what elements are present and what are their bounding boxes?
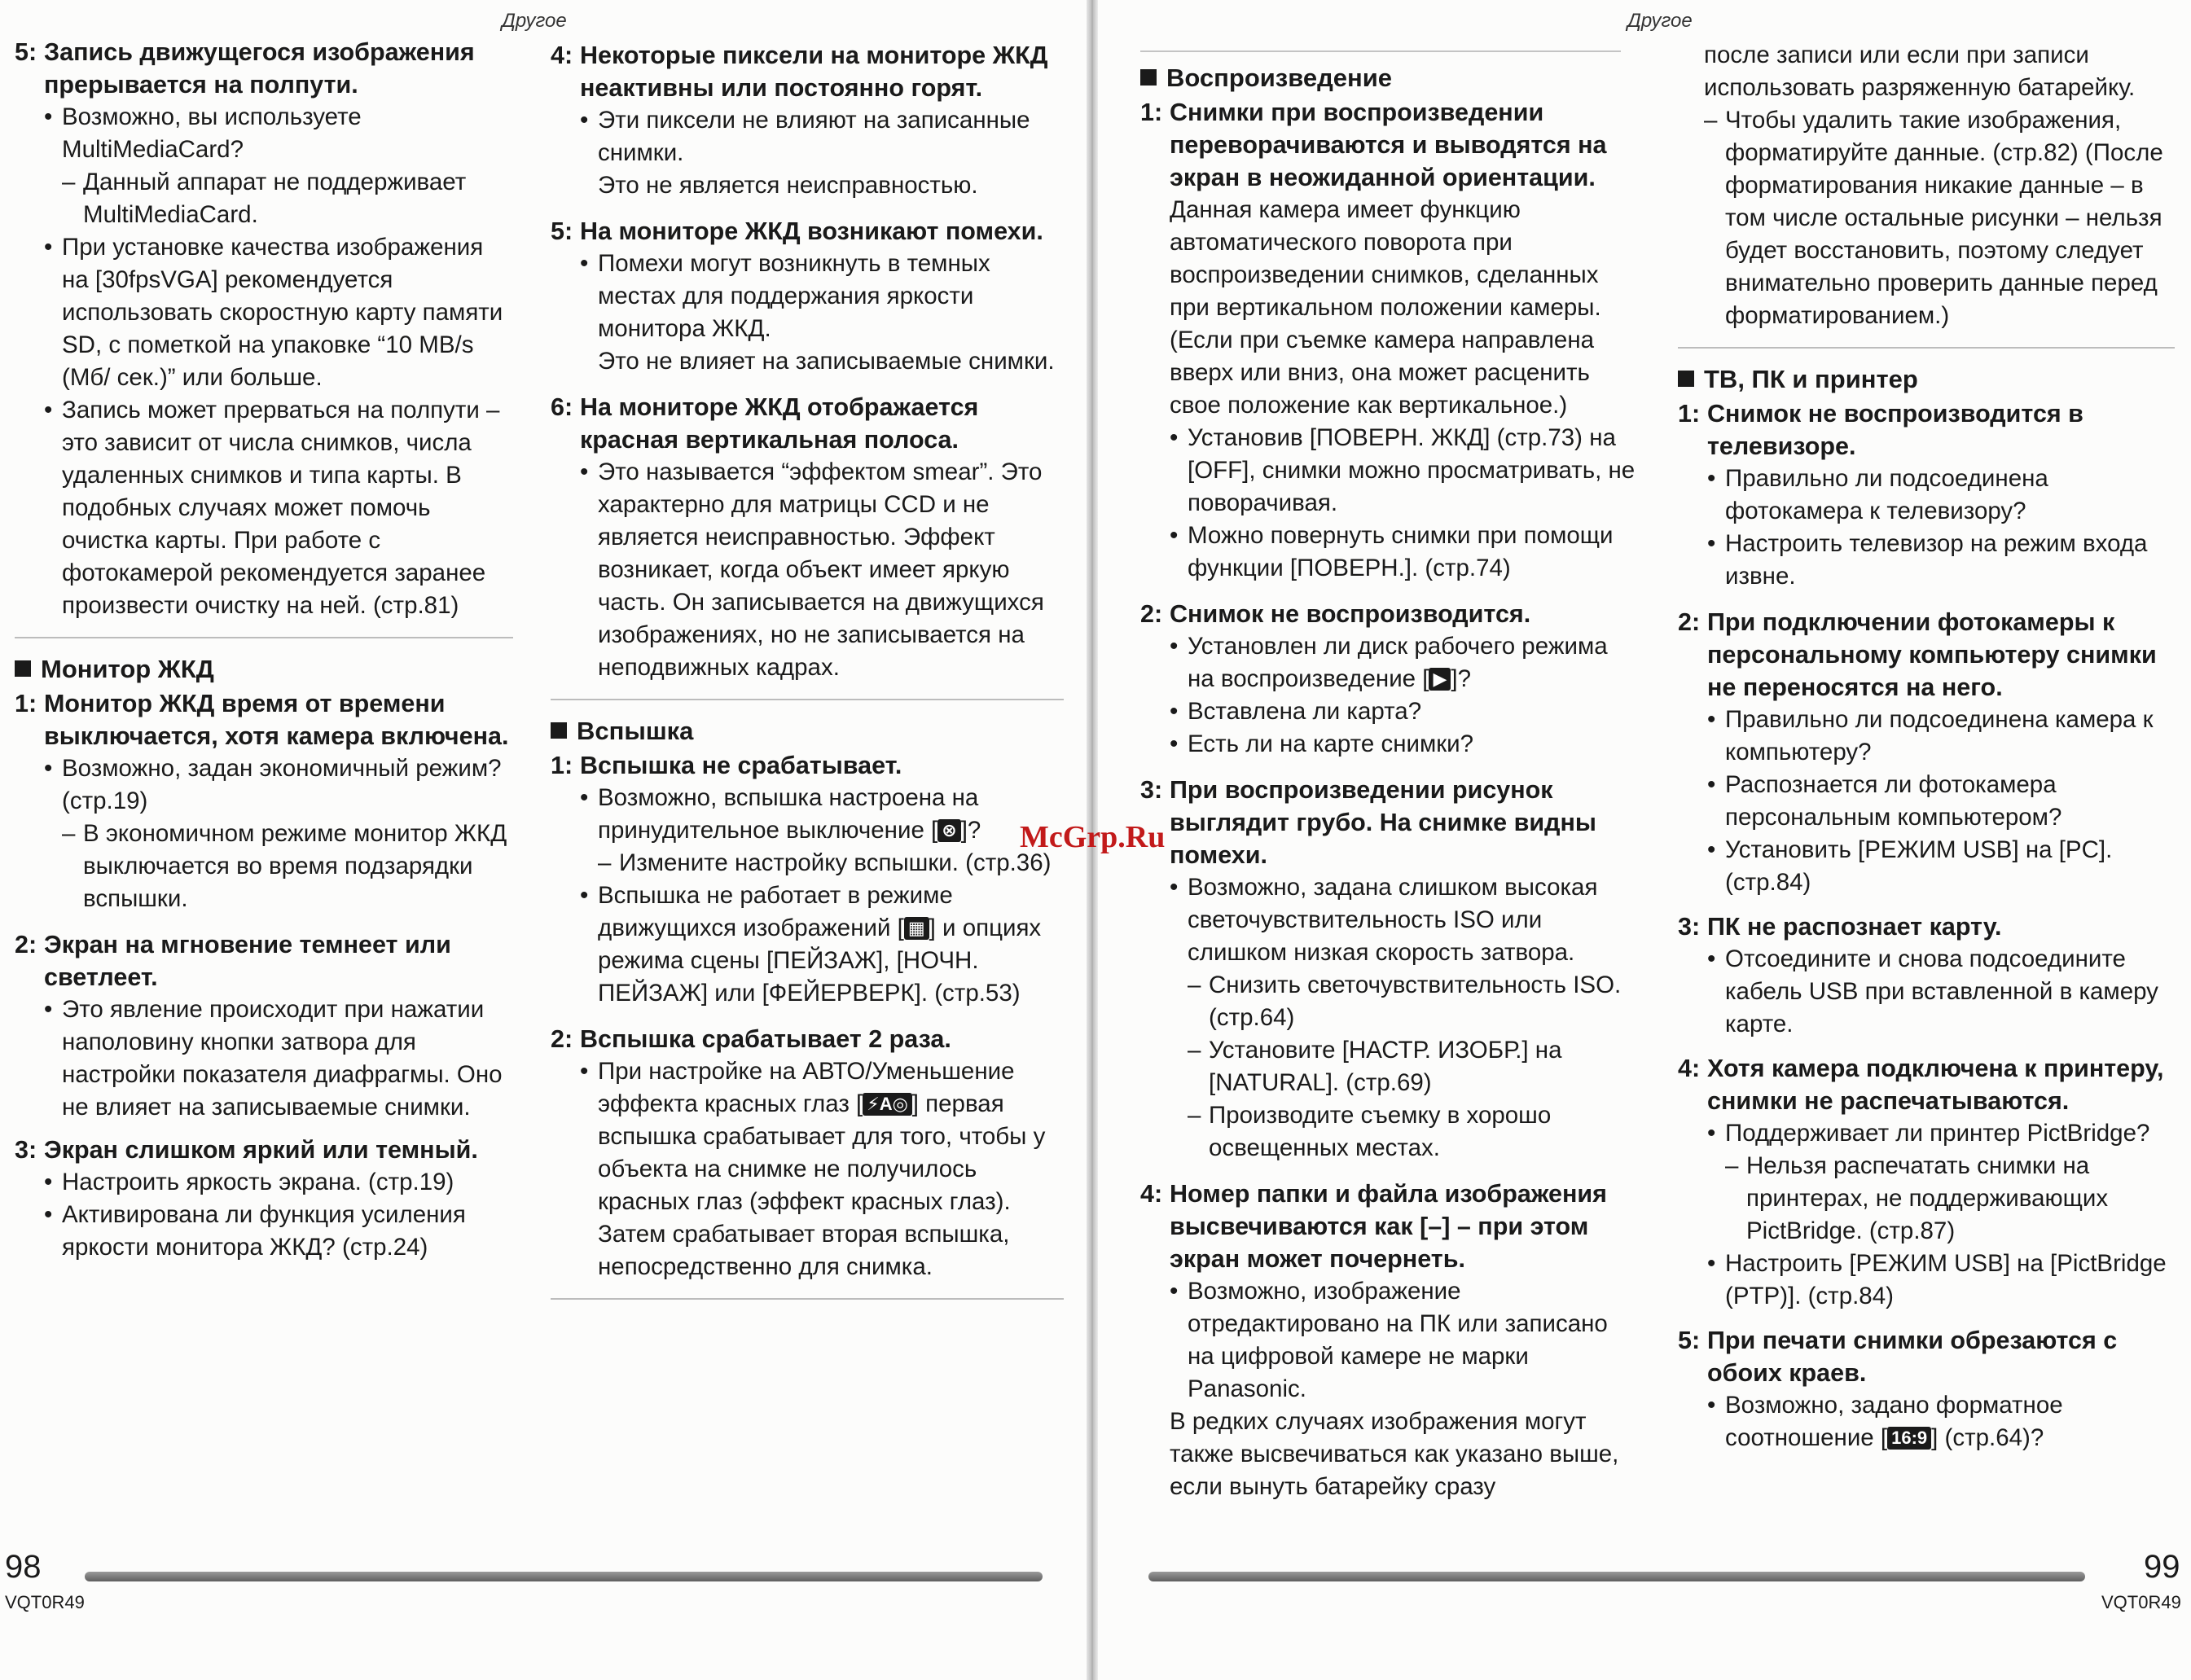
bullet-text: Установив [ПОВЕРН. ЖКД] (стр.73) на [OFF], снимки можно просматривать, не поворачивая. [1188, 424, 1636, 516]
bullet-text: Распознается ли фотокамера персональным компьютером? [1725, 771, 2062, 831]
flash-item-2: 2: Вспышка срабатывает 2 раза. • При настройке на АВТО/Уменьшение эффекта красных глаз [ ⚡A◎ ] первая вспышка срабатывает для того, чтобы у объекта на снимке не получилось красных глаз (эффект красных глаз). Затем срабатывает вторая вспышка, непосредственно для снимка. [551, 1023, 1064, 1283]
model-code: VQT0R49 [2101, 1592, 2181, 1612]
model-code: VQT0R49 [5, 1592, 85, 1612]
item-number: 2: [1678, 608, 1701, 636]
bullet-text: Можно повернуть снимки при помощи функции [ПОВЕРН.]. (стр.74) [1188, 522, 1614, 581]
play-icon: ▶ [1429, 668, 1451, 691]
bullet-text: Возможно, задана слишком высокая светочувствительность ISO или слишком низкая скорость затвора. [1188, 874, 1598, 966]
item-number: 1: [15, 690, 37, 717]
item-title: Снимок не воспроизводится в телевизоре. [1707, 400, 2083, 460]
left-column-2 [551, 39, 1064, 1303]
footer-bar [1148, 1572, 2085, 1581]
item-title: Снимки при воспроизведении переворачиваются и выводятся на экран в неожиданной ориентации. [1170, 99, 1607, 191]
dash-text: Снизить светочувствительность ISO. (стр.64) [1209, 972, 1622, 1031]
right-page [1098, 0, 2191, 1680]
bullet-text-end: ] (стр.64)? [1931, 1424, 2044, 1451]
bullet-text: Возможно, задан экономичный режим? (стр.19) [62, 755, 502, 814]
tv-item-1: 1: Снимок не воспроизводится в телевизоре. • Правильно ли подсоединена фотокамера к телевизору? • Настроить телевизор на режим входа извне. [1678, 397, 2175, 593]
section-heading-playback: Воспроизведение [1140, 62, 1637, 94]
item-number: 2: [1140, 600, 1163, 628]
lcd-item-5: 5: На мониторе ЖКД возникают помехи. • Помехи могут возникнуть в темных местах для поддержания яркости монитора ЖКД. Это не влияет на записываемые снимки. [551, 215, 1064, 378]
bullet-text: Вставлена ли карта? [1188, 698, 1422, 725]
item-number: 3: [15, 1136, 37, 1164]
bullet-text: Правильно ли подсоединена камера к компьютеру? [1725, 706, 2154, 765]
item-title: Монитор ЖКД время от времени выключается, хотя камера включена. [44, 690, 509, 750]
page-number: 99 [2144, 1549, 2180, 1585]
bullet-text-end: ]? [1451, 665, 1472, 692]
dash-text: Чтобы удалить такие изображения, форматируйте данные. (стр.82) (После форматирования никакие данные – в том числе остальные рисунки – нельзя будет восстановить, поэтому следует внимательно проверить данные перед форматированием.) [1725, 107, 2163, 329]
item-number: 5: [1678, 1327, 1701, 1354]
paragraph-text: (Если при съемке камера направлена вверх или вниз, она может расценить свое положение как вертикальное.) [1170, 327, 1595, 419]
item-title: Экран на мгновение темнеет или светлеет. [44, 931, 451, 991]
bullet-text: При установке качества изображения на [30fpsVGA] рекомендуется использовать скоростную карту памяти SD, с пометкой на упаковке “10 MB/s (Мб/ сек.)” или больше. [62, 234, 503, 391]
item-number: 4: [1678, 1055, 1701, 1082]
divider [551, 1298, 1064, 1300]
paragraph-text: Данная камера имеет функцию автоматического поворота при воспроизведении снимков, сделанных при вертикальном положении камеры. [1170, 196, 1601, 321]
bullet-text: Поддерживает ли принтер PictBridge? [1725, 1120, 2150, 1147]
item-title: Номер папки и файла изображения высвечиваются как [–] – при этом экран может почернеть. [1170, 1180, 1607, 1273]
playback-item-1: 1: Снимки при воспроизведении переворачиваются и выводятся на экран в неожиданной ориентации. Данная камера имеет функцию автоматического поворота при воспроизведении снимков, сделанных при вертикальном положении камеры. (Если при съемке камера направлена вверх или вниз, она может расценить свое положение как вертикальное.) • Установив [ПОВЕРН. ЖКД] (стр.73) на [OFF], снимки можно просматривать, не поворачивая. • Можно повернуть снимки при помощи функции [ПОВЕРН.]. (стр.74) [1140, 96, 1637, 585]
playback-item-3: 3: При воспроизведении рисунок выглядит грубо. На снимке видны помехи. • Возможно, задана слишком высокая светочувствительность ISO или слишком низкая скорость затвора. – Снизить светочувствительность ISO. (стр.64) – Установите [НАСТР. ИЗОБР.] на [NATURAL]. (стр.69) – Производите съемку в хорошо освещенных местах. [1140, 774, 1637, 1165]
divider [15, 637, 513, 638]
bullet-text: Возможно, задано форматное соотношение [ [1725, 1392, 2063, 1451]
bullet-text: Возможно, изображение отредактировано на ПК или записано на цифровой камере не марки Panasonic. [1188, 1278, 1608, 1402]
item-title: При воспроизведении рисунок выглядит грубо. На снимке видны помехи. [1170, 776, 1596, 869]
dash-text: Установите [НАСТР. ИЗОБР.] на [NATURAL]. (стр.69) [1209, 1037, 1562, 1096]
item-number: 2: [15, 931, 37, 958]
left-page-header: Другое [502, 10, 567, 32]
paragraph-text: Это не влияет на записываемые снимки. [598, 348, 1055, 375]
footer-bar [85, 1572, 1043, 1581]
flash-off-icon: ⊗ [937, 819, 960, 842]
item-number: 5: [551, 217, 573, 245]
left-page [0, 0, 1087, 1680]
bullet-text: Настроить яркость экрана. (стр.19) [62, 1169, 454, 1195]
bullet-text: Это явление происходит при нажатии наполовину кнопки затвора для настройки показателя диафрагмы. Оно не влияет на записываемые снимки. [62, 996, 503, 1121]
item-number: 4: [551, 42, 573, 69]
item-title: Вспышка срабатывает 2 раза. [580, 1025, 951, 1053]
paragraph-text: В редких случаях изображения могут также высвечиваться как указано выше, если вынуть батарейку сразу [1170, 1408, 1619, 1500]
lcd-item-3: 3: Экран слишком яркий или темный. • Настроить яркость экрана. (стр.19) • Активирована ли функция усиления яркости монитора ЖКД? (стр.24) [15, 1134, 513, 1264]
aspect-ratio-icon: 16:9 [1887, 1427, 1931, 1450]
dash-text: Нельзя распечатать снимки на принтерах, не поддерживающих PictBridge. (стр.87) [1746, 1152, 2109, 1244]
tv-item-5: 5: При печати снимки обрезаются с обоих краев. • Возможно, задано форматное соотношение [ 16:9 ] (стр.64)? [1678, 1324, 2175, 1454]
bullet-text: Настроить телевизор на режим входа извне. [1725, 530, 2148, 590]
item-number: 4: [1140, 1180, 1163, 1208]
section-heading-lcd: Монитор ЖКД [15, 653, 513, 686]
bullet-text: Настроить [РЕЖИМ USB] на [PictBridge (PTP)]. (стр.84) [1725, 1250, 2167, 1309]
playback-item-4: 4: Номер папки и файла изображения высвечиваются как [–] – при этом экран может почернеть. • Возможно, изображение отредактировано на ПК или записано на цифровой камере не марки Panasonic. В редких случаях изображения могут также высвечиваться как указано выше, если вынуть батарейку сразу [1140, 1178, 1637, 1503]
divider [551, 699, 1064, 700]
item-title: Экран слишком яркий или темный. [44, 1136, 478, 1164]
flash-item-1: 1: Вспышка не срабатывает. • Возможно, вспышка настроена на принудительное выключение [ ⊗ ]? – Измените настройку вспышки. (стр.36) • Вспышка не работает в режиме движущихся изображений [ ▦ ] и опциях режима сцены [ПЕЙЗАЖ], [НОЧН. ПЕЙЗАЖ] или [ФЕЙЕРВЕРК]. (стр.53) [551, 749, 1064, 1010]
item-title: При печати снимки обрезаются с обоих краев. [1707, 1327, 2118, 1387]
bullet-text: Отсоедините и снова подсоедините кабель USB при вставленной в камеру карте. [1725, 945, 2158, 1037]
right-column-2: после записи или если при записи использовать разряженную батарейку. – Чтобы удалить такие изображения, форматируйте данные. (стр.82) (После форматирования никакие данные – в том числе остальные рисунки – нельзя будет восстановить, поэтому следует внимательно проверить данные перед форматированием.) ТВ, ПК и принтер 1: Снимок не воспроизводится в телевизоре. • Правильно ли подсоединена фотокамера к телевизору? • Настроить телевизор на режим входа извне. 2: При подключении фотокамеры к персональному компьютеру снимки не переносятся на него. • Правильно ли подсоединена камера к компьютеру? • Распознается ли фотокамера персональным компьютером? • Установить [РЕЖИМ USB] на [PC]. (стр.84) 3: ПК не распознает карту. • Отсоедините и снова подсоедините кабель USB при вставленной в камеру карте. 4: Хотя камера подключена к принтеру, снимки не распечатываются. • Поддерживает ли принтер PictBridge? – Нельзя распечатать снимки на принтерах, не поддерживающих PictBridge. (стр.87) • Настроить [РЕЖИМ USB] на [PictBridge (PTP)]. (стр.84) 5: При печати снимки обрезаются с обоих краев. • Возможно, задано форматное соотношение [ 16:9 ] (стр.64)? [1678, 39, 2175, 1454]
item-title: Некоторые пиксели на мониторе ЖКД неактивны или постоянно горят. [580, 42, 1048, 102]
item-title: На мониторе ЖКД возникают помехи. [580, 217, 1043, 245]
lcd-item-1: 1: Монитор ЖКД время от времени выключается, хотя камера включена. • Возможно, задан экономичный режим? (стр.19) – В экономичном режиме монитор ЖКД выключается во время подзарядки вспышки. [15, 687, 513, 915]
bullet-text: Активирована ли функция усиления яркости монитора ЖКД? (стр.24) [62, 1201, 466, 1261]
bullet-text: Есть ли на карте снимки? [1188, 730, 1474, 757]
left-column-1 [15, 36, 513, 1264]
right-column-1 [1140, 62, 1637, 1503]
lcd-item-2: 2: Экран на мгновение темнеет или светлеет. • Это явление происходит при нажатии наполовину кнопки затвора для настройки показателя диафрагмы. Оно не влияет на записываемые снимки. [15, 928, 513, 1124]
item-title: На мониторе ЖКД отображается красная вертикальная полоса. [580, 393, 979, 454]
item-number: 3: [1678, 913, 1701, 941]
lcd-item-4: 4: Некоторые пиксели на мониторе ЖКД неактивны или постоянно горят. • Эти пиксели не влияют на записанные снимки. Это не является неисправностью. [551, 39, 1064, 202]
right-page-header: Другое [1627, 10, 1693, 32]
red-eye-reduction-icon: ⚡A◎ [863, 1093, 912, 1116]
bullet-text-end: ] и опциях режима сцены [ПЕЙЗАЖ], [НОЧН. ПЕЙЗАЖ] или [ФЕЙЕРВЕРК]. (стр.53) [598, 915, 1042, 1007]
item-number: 1: [1140, 99, 1163, 126]
playback-item-2: 2: Снимок не воспроизводится. • Установлен ли диск рабочего режима на воспроизведение [ ▶ ]? • Вставлена ли карта? • Есть ли на карте снимки? [1140, 598, 1637, 761]
bullet-text-end: ] первая вспышка срабатывает для того, чтобы у объекта на снимке не получилось красных глаз (эффект красных глаз). Затем срабатывает вторая вспышка, непосредственно для снимка. [598, 1090, 1046, 1280]
lcd-item-6: 6: На мониторе ЖКД отображается красная вертикальная полоса. • Это называется “эффектом smear”. Это характерно для матрицы CCD и не является неисправностью. Эффект возникает, когда объект имеет яркую часть. Он записывается на движущихся изображениях, но не записывается на неподвижных кадрах. [551, 391, 1064, 684]
item-number: 1: [1678, 400, 1701, 428]
item-title: Хотя камера подключена к принтеру, снимки не распечатываются. [1707, 1055, 2164, 1115]
tv-item-4: 4: Хотя камера подключена к принтеру, снимки не распечатываются. • Поддерживает ли принтер PictBridge? – Нельзя распечатать снимки на принтерах, не поддерживающих PictBridge. (стр.87) • Настроить [РЕЖИМ USB] на [PictBridge (PTP)]. (стр.84) [1678, 1052, 2175, 1313]
item-title: Вспышка не срабатывает. [580, 752, 902, 779]
page-number: 98 [5, 1549, 42, 1585]
dash-text: Производите съемку в хорошо освещенных местах. [1209, 1102, 1552, 1161]
bullet-text: Помехи могут возникнуть в темных местах для поддержания яркости монитора ЖКД. [598, 250, 990, 342]
item-title: ПК не распознает карту. [1707, 913, 2002, 941]
section-heading-tv-pc-printer: ТВ, ПК и принтер [1678, 363, 2175, 396]
item-number: 5: [15, 38, 37, 66]
dash-text: В экономичном режиме монитор ЖКД выключается во время подзарядки вспышки. [83, 820, 507, 912]
watermark: McGrp.Ru [1020, 820, 1166, 854]
item-number: 3: [1140, 776, 1163, 804]
tv-item-2: 2: При подключении фотокамеры к персональному компьютеру снимки не переносятся на него. • Правильно ли подсоединена камера к компьютеру? • Распознается ли фотокамера персональным компьютером? • Установить [РЕЖИМ USB] на [PC]. (стр.84) [1678, 606, 2175, 899]
bullet-text: Это называется “эффектом smear”. Это характерно для матрицы CCD и не является неисправностью. Эффект возникает, когда объект имеет яркую часть. Он записывается на движущихся изображениях, но не записывается на неподвижных кадрах. [598, 458, 1044, 681]
paragraph-text: Это не является неисправностью. [598, 172, 978, 199]
item-number: 2: [551, 1025, 573, 1053]
bullet-text: Вспышка не работает в режиме движущихся изображений [ [598, 882, 953, 941]
bullet-text: Запись может прерваться на полпути – это зависит от числа снимков, числа удаленных снимков и типа карты. В подобных случаях может помочь очистка карты. При работе с фотокамерой рекомендуется заранее произвести очистку на ней. (стр.81) [62, 397, 500, 619]
item-number: 6: [551, 393, 573, 421]
item-title: Запись движущегося изображения прерывается на полпути. [44, 38, 475, 99]
item-title: При подключении фотокамеры к персональному компьютеру снимки не переносятся на него. [1707, 608, 2157, 701]
section-heading-flash: Вспышка [551, 715, 1064, 748]
divider [1678, 347, 2175, 349]
item-number: 1: [551, 752, 573, 779]
bullet-text: Возможно, вспышка настроена на принудительное выключение [ [598, 784, 979, 844]
bullet-text: Установить [РЕЖИМ USB] на [PC]. (стр.84) [1725, 836, 2113, 896]
continued-text: после записи или если при записи использовать разряженную батарейку. [1704, 42, 2136, 101]
bullet-text-end: ]? [960, 817, 981, 844]
item-5-movie-recording: 5: Запись движущегося изображения прерывается на полпути. • Возможно, вы используете MultiMediaCard? – Данный аппарат не поддерживает MultiMediaCard. • При установке качества изображения на [30fpsVGA] рекомендуется использовать скоростную карту памяти SD, с пометкой на упаковке “10 MB/s (Мб/ сек.)” или больше. • Запись может прерваться на полпути – это зависит от числа снимков, числа удаленных снимков и типа карты. В подобных случаях может помочь очистка карты. При работе с фотокамерой рекомендуется заранее произвести очистку на ней. (стр.81) [15, 36, 513, 622]
tv-item-3: 3: ПК не распознает карту. • Отсоедините и снова подсоедините кабель USB при вставленной в камеру карте. [1678, 910, 2175, 1041]
bullet-text: При настройке на АВТО/Уменьшение эффекта красных глаз [ [598, 1058, 1015, 1117]
bullet-text: Эти пиксели не влияют на записанные снимки. [598, 107, 1030, 166]
bullet-text: Правильно ли подсоединена фотокамера к телевизору? [1725, 465, 2048, 524]
dash-text: Данный аппарат не поддерживает MultiMediaCard. [83, 169, 467, 228]
header-rule [1140, 50, 1621, 52]
bullet-text: Возможно, вы используете MultiMediaCard? [62, 103, 362, 163]
movie-mode-icon: ▦ [904, 917, 929, 940]
dash-text: Измените настройку вспышки. (стр.36) [619, 849, 1052, 876]
bullet-text: Установлен ли диск рабочего режима на воспроизведение [ [1188, 633, 1608, 692]
item-title: Снимок не воспроизводится. [1170, 600, 1531, 628]
